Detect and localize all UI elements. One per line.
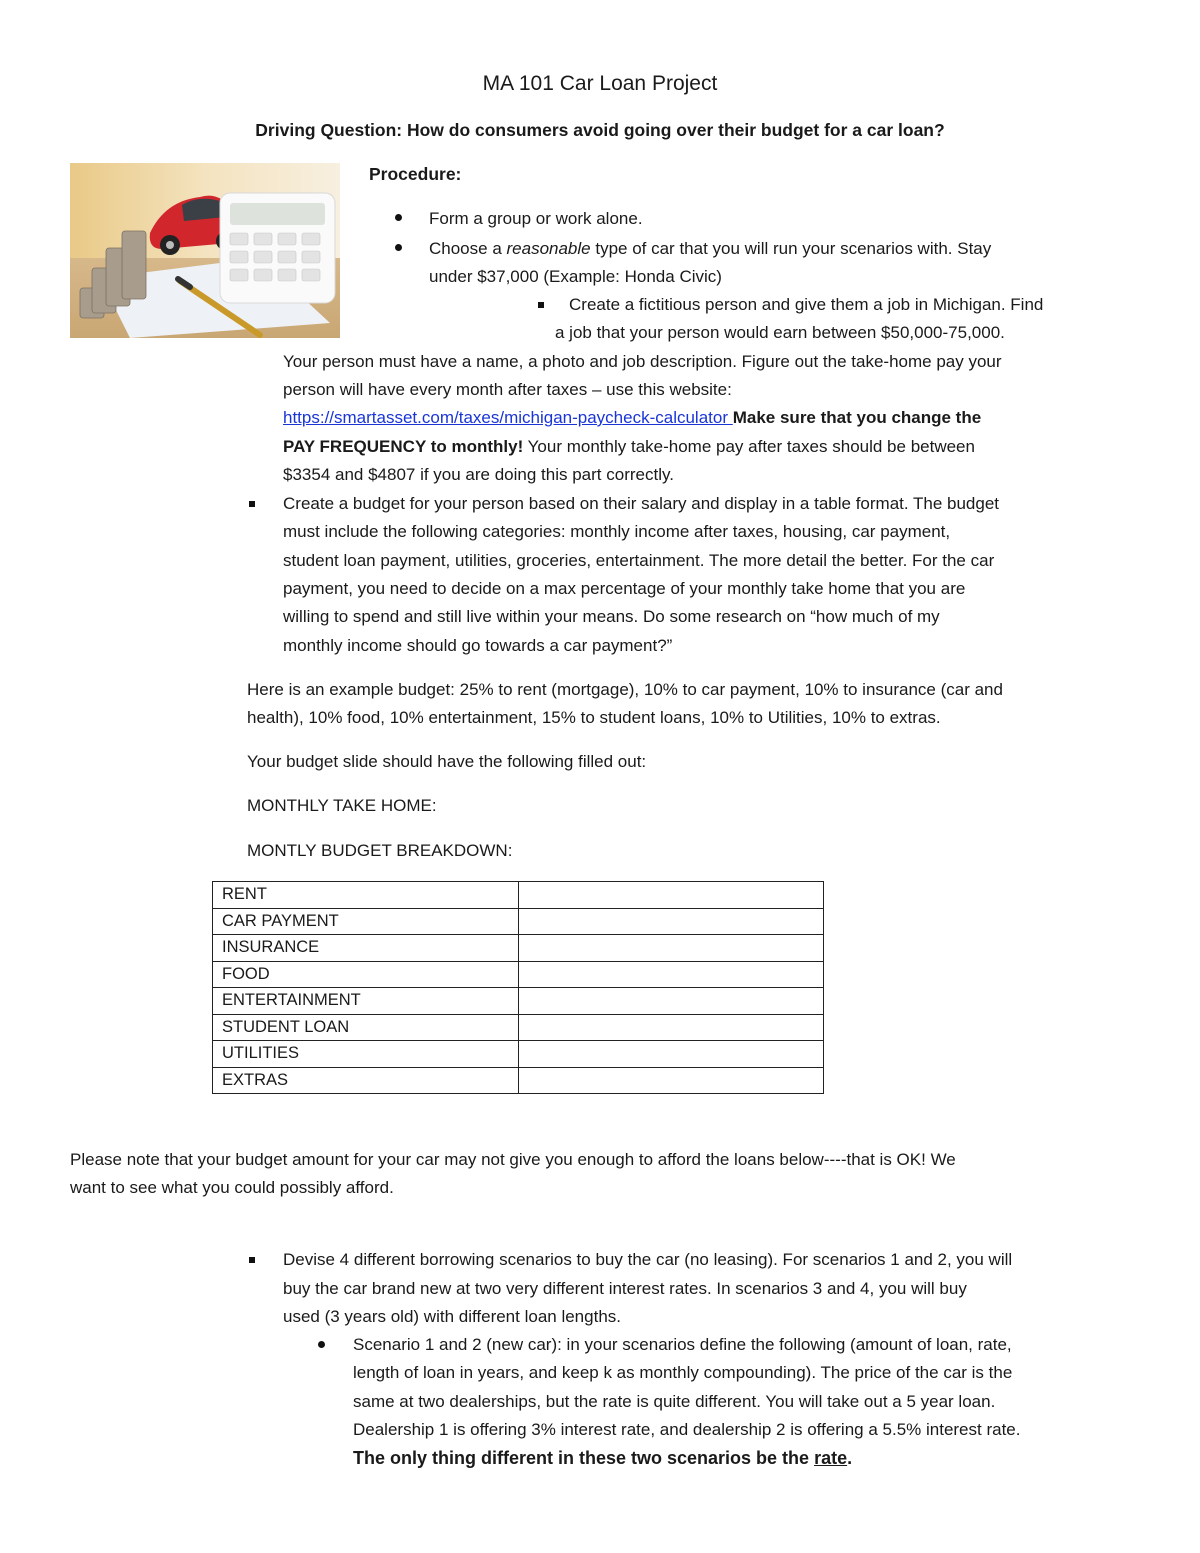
scenario-line: Dealership 1 is offering 3% interest rate, and dealership 2 is offering a 5.5% interest rate.	[353, 1420, 1021, 1439]
budget-slide-instruction: Your budget slide should have the following filled out:	[247, 752, 647, 771]
table-row	[213, 882, 824, 909]
table-cell-value	[519, 908, 824, 935]
calculator-icon	[220, 193, 335, 303]
table-cell-label: CAR PAYMENT	[213, 908, 519, 935]
scenario-emphasis: The only thing different in these two scenarios be the rate.	[353, 1448, 853, 1468]
table-row	[213, 908, 824, 935]
table-cell-value	[519, 1041, 824, 1068]
table-row	[213, 1041, 824, 1068]
budget-text-line: Create a budget for your person based on their salary and display in a table format. The budget	[283, 494, 1000, 513]
monthly-take-home-label: MONTHLY TAKE HOME:	[247, 796, 437, 815]
monthly-breakdown-label: MONTLY BUDGET BREAKDOWN:	[247, 841, 513, 860]
table-row	[213, 935, 824, 962]
budget-text-line: monthly income should go towards a car payment?”	[283, 636, 673, 655]
table-cell-value	[519, 1067, 824, 1094]
table-cell-label: STUDENT LOAN	[213, 1014, 519, 1041]
example-budget-line: health), 10% food, 10% entertainment, 15% to student loans, 10% to Utilities, 10% to extras.	[247, 708, 941, 727]
table-cell-value	[519, 961, 824, 988]
table-row	[213, 1014, 824, 1041]
step-person-line3: Your person must have a name, a photo and job description. Figure out the take-home pay your	[283, 352, 1002, 371]
step-person-line5: https://smartasset.com/taxes/michigan-paycheck-calculator Make sure that you change the	[283, 408, 982, 427]
table-cell-value	[519, 882, 824, 909]
table-cell-label: EXTRAS	[213, 1067, 519, 1094]
devise-line: Devise 4 different borrowing scenarios to buy the car (no leasing). For scenarios 1 and 2, you will	[283, 1250, 1013, 1269]
note-line: Please note that your budget amount for your car may not give you enough to afford the loans below----that is OK! We	[70, 1150, 956, 1169]
table-cell-label: UTILITIES	[213, 1041, 519, 1068]
table-cell-value	[519, 935, 824, 962]
step-person-line6: PAY FREQUENCY to monthly! Your monthly take-home pay after taxes should be between	[283, 437, 975, 456]
step-choose-car: Choose a reasonable type of car that you will run your scenarios with. Stay	[429, 239, 992, 258]
paycheck-calculator-link[interactable]: https://smartasset.com/taxes/michigan-paycheck-calculator	[283, 408, 733, 427]
bullet-square-icon	[249, 1257, 255, 1263]
budget-text-line: willing to spend and still live within your means. Do some research on “how much of my	[283, 607, 940, 626]
step-person-line4: person will have every month after taxes – use this website:	[283, 380, 732, 399]
table-cell-value	[519, 1014, 824, 1041]
table-cell-label: ENTERTAINMENT	[213, 988, 519, 1015]
step-person-line2: a job that your person would earn between $50,000-75,000.	[555, 323, 1005, 342]
table-cell-label: INSURANCE	[213, 935, 519, 962]
budget-text-line: student loan payment, utilities, groceries, entertainment. The more detail the better. For the car	[283, 551, 995, 570]
bullet-dot-icon	[395, 214, 402, 221]
budget-table	[212, 881, 824, 1094]
step-choose-car-line2: under $37,000 (Example: Honda Civic)	[429, 267, 722, 286]
step-person-line1: Create a fictitious person and give them a job in Michigan. Find	[569, 295, 1044, 314]
bullet-dot-icon	[395, 244, 402, 251]
devise-line: used (3 years old) with different loan lengths.	[283, 1307, 621, 1326]
table-cell-label: FOOD	[213, 961, 519, 988]
budget-text-line: payment, you need to decide on a max percentage of your monthly take home that you are	[283, 579, 966, 598]
procedure-heading: Procedure:	[369, 164, 462, 184]
table-cell-value	[519, 988, 824, 1015]
step-form-group: Form a group or work alone.	[429, 209, 643, 228]
table-row	[213, 988, 824, 1015]
note-line: want to see what you could possibly afford.	[70, 1178, 394, 1197]
scenario-line: same at two dealerships, but the rate is quite different. You will take out a 5 year loan.	[353, 1392, 996, 1411]
example-budget-line: Here is an example budget: 25% to rent (mortgage), 10% to car payment, 10% to insurance (car and	[247, 680, 1003, 699]
bullet-square-icon	[249, 501, 255, 507]
step-person-line7: $3354 and $4807 if you are doing this part correctly.	[283, 465, 674, 484]
table-row	[213, 1067, 824, 1094]
budget-text-line: must include the following categories: monthly income after taxes, housing, car payment,	[283, 522, 951, 541]
bullet-square-icon	[538, 302, 544, 308]
table-cell-label: RENT	[213, 882, 519, 909]
driving-question: Driving Question: How do consumers avoid going over their budget for a car loan?	[255, 120, 945, 140]
scenario-line: length of loan in years, and keep k as monthly compounding). The price of the car is the	[353, 1363, 1013, 1382]
devise-line: buy the car brand new at two very different interest rates. In scenarios 3 and 4, you will buy	[283, 1279, 967, 1298]
scenario-line: Scenario 1 and 2 (new car): in your scenarios define the following (amount of loan, rate,	[353, 1335, 1012, 1354]
car-loan-photo	[70, 163, 340, 338]
table-row	[213, 961, 824, 988]
bullet-dot-icon	[318, 1341, 325, 1348]
page-title: MA 101 Car Loan Project	[482, 72, 718, 95]
